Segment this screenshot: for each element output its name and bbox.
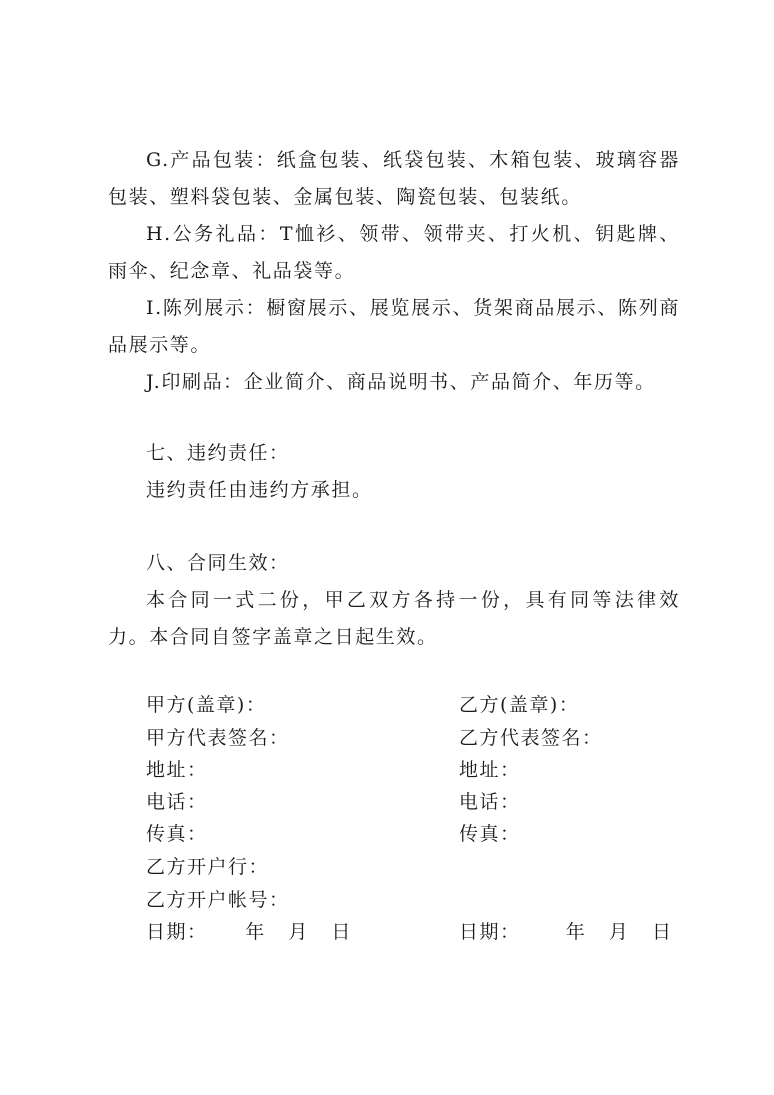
party-b-phone-label: 电话： <box>459 791 521 813</box>
section7-body: 违约责任由违约方承担。 <box>146 479 373 501</box>
signature-row-bank <box>146 851 686 883</box>
signature-row-fax <box>146 818 686 850</box>
party-a-seal-label: 甲方(盖章)： <box>146 694 267 716</box>
party-a-address-label: 地址： <box>146 759 208 781</box>
item-i-display: I.陈列展示：橱窗展示、展览展示、货架商品展示、陈列商品展示等。 <box>108 297 680 356</box>
item-h-business-gifts: H.公务礼品：T恤衫、领带、领带夹、打火机、钥匙牌、雨伞、纪念章、礼品袋等。 <box>108 223 680 282</box>
party-b-address-label: 地址： <box>459 759 521 781</box>
signature-row-phone <box>146 786 686 818</box>
party-b-fax-label: 传真： <box>459 823 521 845</box>
party-b-account-label: 乙方开户帐号： <box>146 889 290 911</box>
party-a-phone-label: 电话： <box>146 791 208 813</box>
party-a-rep-sign-label: 甲方代表签名： <box>146 727 290 749</box>
signature-row-account <box>146 884 686 916</box>
party-b-bank-label: 乙方开户行： <box>146 856 270 878</box>
section8-body: 本合同一式二份，甲乙双方各持一份，具有同等法律效力。本合同自签字盖章之日起生效。 <box>108 589 680 648</box>
signature-row-address <box>146 754 686 786</box>
section8-heading: 八、合同生效： <box>146 552 290 574</box>
party-b-rep-sign-label: 乙方代表签名： <box>459 727 603 749</box>
signature-row-seal <box>146 689 686 721</box>
signature-row-rep <box>146 722 686 754</box>
item-j-printed-matter: J.印刷品：企业简介、商品说明书、产品简介、年历等。 <box>146 371 656 393</box>
party-a-fax-label: 传真： <box>146 823 208 845</box>
party-b-seal-label: 乙方(盖章)： <box>459 694 580 716</box>
item-g-product-packaging: G.产品包装：纸盒包装、纸袋包装、木箱包装、玻璃容器包装、塑料袋包装、金属包装、陶瓷包装、包装纸。 <box>108 149 680 208</box>
section7-heading: 七、违约责任： <box>146 442 290 464</box>
signature-row-date <box>146 916 686 948</box>
party-b-date-label: 日期： 年 月 日 <box>459 921 673 943</box>
party-a-date-label: 日期： 年 月 日 <box>146 921 352 943</box>
